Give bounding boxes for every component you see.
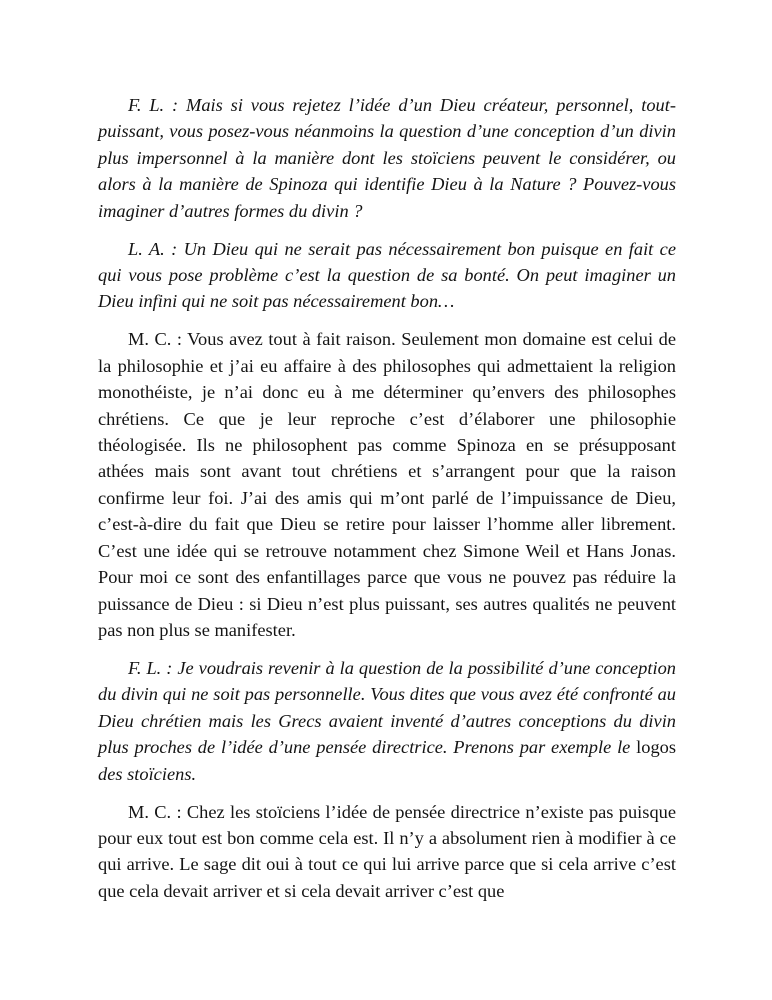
paragraph-question-fl-1: F. L. : Mais si vous rejetez l’idée d’un Dieu créateur, personnel, tout-puissant, vous posez-vous néanmoins la question d’une conception d’un divin plus impersonnel à la manière dont les stoïciens peuvent le considérer, ou alors à la manière de Spinoza qui identifie Dieu à la Nature ? Pouvez-vous imaginer d’autres formes du divin ?: [98, 95, 676, 221]
logos-term: logos: [636, 737, 676, 758]
paragraph-remark-la: L. A. : Un Dieu qui ne serait pas nécessairement bon puisque en fait ce qui vous pose problème c’est la question de sa bonté. On peut imaginer un Dieu infini qui ne soit pas nécessairement bon…: [98, 238, 676, 312]
paragraph-text-before: F. L. : Je voudrais revenir à la question de la possibilité d’une conception du divin qui ne soit pas personnelle. Vous dites que vous avez été confronté au Dieu chrétien mais les Grecs avaient inventé d’autres conceptions du divin plus proches de l’idée d’une pensée directrice. Prenons par exemple le: [98, 657, 676, 758]
paragraph-text-after: des stoïciens.: [98, 763, 197, 784]
paragraph-answer-mc-2: M. C. : Chez les stoïciens l’idée de pensée directrice n’existe pas puisque pour eux tout est bon comme cela est. Il n’y a absolument rien à modifier à ce qui arrive. Le sage dit oui à tout ce qui lui arrive parce que si cela arrive c’est que cela devait arriver et si cela devait arriver c’est que: [98, 801, 676, 901]
paragraph-question-fl-2: [98, 655, 676, 787]
paragraph-answer-mc-1: M. C. : Vous avez tout à fait raison. Seulement mon domaine est celui de la philosophie et j’ai eu affaire à des philosophes qui admettaient la religion monothéiste, je n’ai donc eu à me déterminer qu’envers des philosophes chrétiens. Ce que je leur reproche c’est d’élaborer une philosophie théologisée. Ils ne philosophent pas comme Spinoza en se présupposant athées mais sont avant tout chrétiens et s’arrangent pour que la raison confirme leur foi. J’ai des amis qui m’ont parlé de l’impuissance de Dieu, c’est-à-dire du fait que Dieu se retire pour laisser l’homme aller librement. C’est une idée qui se retrouve notamment chez Simone Weil et Hans Jonas. Pour moi ce sont des enfantillages parce que vous ne pouvez pas réduire la puissance de Dieu : si Dieu n’est plus puissant, ses autres qualités ne peuvent pas non plus se manifester.: [98, 329, 676, 640]
